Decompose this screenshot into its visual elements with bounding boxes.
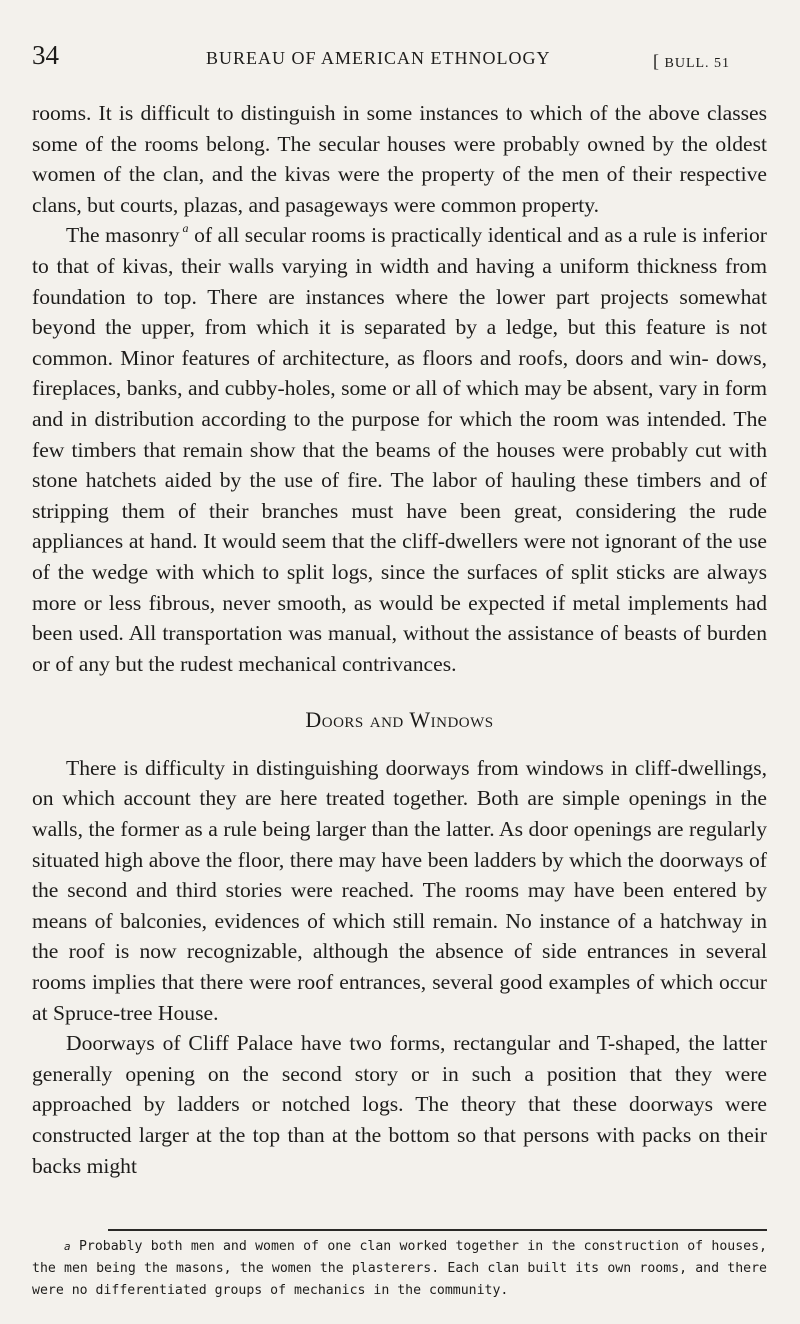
footnote [32,1236,767,1302]
footnote-rule [108,1229,767,1231]
footnote-text: Probably both men and women of one clan worked together in the construction of houses, the men being the masons, the women the plasterers. Each clan built its own rooms, and there were no differentiated groups of mechanics in the community. [32,1239,767,1298]
masonry-lead: The masonry [66,223,180,248]
footnote-reference: a [182,221,189,236]
bulletin-reference [653,52,730,71]
page-number: 34 [32,40,59,70]
paragraph-rooms-continuation: rooms. It is difficult to distinguish in some instances to which of the above classes some of the rooms belong. The secular houses were probably owned by the oldest women of the clan, and the kivas were the property of the men of their respective clans, but courts, plazas, and pasageways were common property. [32,101,767,217]
paragraph-doorways-windows: There is difficulty in distinguishing doorways from windows in cliff-dwellings, on which account they are here treated together. Both are simple openings in the walls, the former as a rule being larger than the latter. As door openings are regularly situated high above the floor, there may have been ladders by which the doorways of the second and third stories were reached. The rooms may have been entered by means of balconies, evidences of which still remain. No instance of a hatchway in the roof is now recognizable, although the absence of side entrances in several rooms implies that there were roof entrances, several good examples of which occur at Spruce-tree House. [32,755,767,1025]
section-heading: Doors and Windows [305,707,494,733]
main-text [32,98,767,1181]
bulletin-bracket: [ [653,51,660,71]
paragraph-masonry [32,220,767,679]
running-head: BUREAU OF AMERICAN ETHNOLOGY [206,48,551,68]
bulletin-label: BULL. 51 [664,56,731,71]
paragraph-cliff-palace-doorways: Doorways of Cliff Palace have two forms, rectangular and T-shaped, the latter generally opening on the second story or in such a position that they were approached by ladders or notched logs. The theory that these doorways were constructed larger at the top than at the bottom so that persons with packs on their backs might [32,1031,767,1178]
masonry-text: of all secular rooms is practically identical and as a rule is inferior to that of kivas, their walls varying in width and having a uniform thickness from foundation to top. There are instances where the lower part projects somewhat beyond the upper, from which it is separated by a ledge, but this feature is not common. Minor features of architecture, as floors and roofs, doors and win- dows, fireplaces, banks, and cubby-holes, some or all of which may be absent, vary in form and in distribution according to the purpose for which the room was intended. The few timbers that remain show that the beams of the houses were probably cut with stone hatchets aided by the use of fire. The labor of hauling these timbers and of stripping them of their branches must have been great, considering the rude appliances at hand. It would seem that the cliff-dwellers were not ignorant of the use of the wedge with which to split logs, since the surfaces of split sticks are always more or less fibrous, never smooth, as would be expected if metal implements had been used. All transportation was manual, without the assistance of beasts of burden or of any but the rudest mechanical contrivances. [32,223,767,676]
footnote-marker: a [64,1240,71,1253]
